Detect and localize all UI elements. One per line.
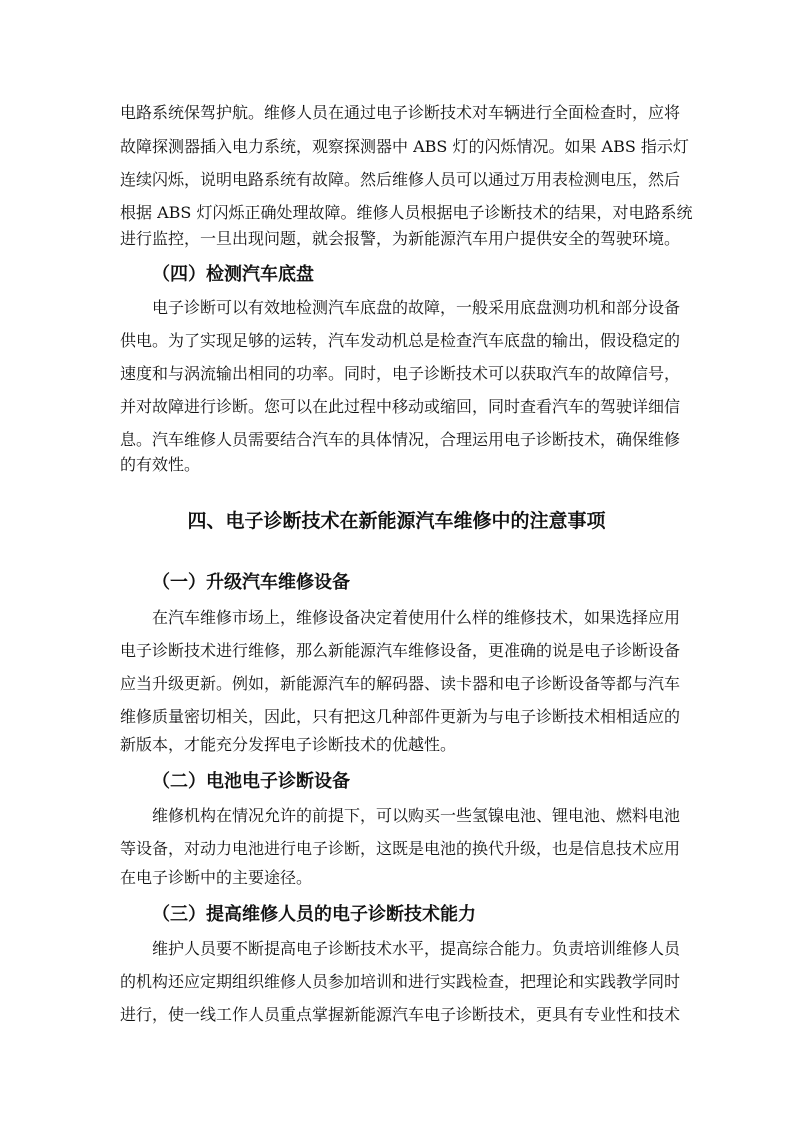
paragraph-line: 进行，使一线工作人员重点掌握新能源汽车电子诊断技术，更具有专业性和技术 [120,1005,681,1024]
paragraph-line: 的有效性。 [120,455,201,474]
paragraph-line: 电路系统保驾护航。维修人员在通过电子诊断技术对车辆进行全面检查时，应将 [120,103,681,122]
paragraph-line: 电子诊断技术进行维修，那么新能源汽车维修设备，更准确的说是电子诊断设备 [120,641,681,660]
paragraph-line: 维修质量密切相关，因此，只有把这几种部件更新为与电子诊断技术相相适应的 [120,707,681,726]
paragraph-line: 电子诊断可以有效地检测汽车底盘的故障，一般采用底盘测功机和部分设备 [152,298,681,317]
paragraph-line: 在汽车维修市场上，维修设备决定着使用什么样的维修技术，如果选择应用 [152,608,681,627]
chapter-heading: 四、电子诊断技术在新能源汽车维修中的注意事项 [187,510,606,532]
paragraph-line: 新版本，才能充分发挥电子诊断技术的优越性。 [120,735,457,754]
paragraph-line: 根据 ABS 灯闪烁正确处理故障。维修人员根据电子诊断技术的结果，对电路系统 [120,203,693,222]
section-heading-upgrade: （一）升级汽车维修设备 [152,572,350,593]
paragraph-line: 息。汽车维修人员需要结合汽车的具体情况，合理运用电子诊断技术，确保维修 [120,430,681,449]
section-heading-ability: （三）提高维修人员的电子诊断技术能力 [152,904,476,925]
paragraph-line: 的机构还应定期组织维修人员参加培训和进行实践检查，把理论和实践教学同时 [120,972,681,991]
paragraph-line: 进行监控，一旦出现问题，就会报警，为新能源汽车用户提供安全的驾驶环境。 [120,229,681,248]
paragraph-line: 维护人员要不断提高电子诊断技术水平，提高综合能力。负责培训维修人员 [152,939,681,958]
paragraph-line: 故障探测器插入电力系统，观察探测器中 ABS 灯的闪烁情况。如果 ABS 指示灯 [120,137,689,156]
paragraph-line: 并对故障进行诊断。您可以在此过程中移动或缩回，同时查看汽车的驾驶详细信 [120,397,681,416]
section-heading-battery: （二）电池电子诊断设备 [152,771,350,792]
paragraph-line: 在电子诊断中的主要途径。 [120,868,313,887]
paragraph-line: 连续闪烁，说明电路系统有故障。然后维修人员可以通过万用表检测电压，然后 [120,170,681,189]
paragraph-line: 维修机构在情况允许的前提下，可以购买一些氢镍电池、锂电池、燃料电池 [152,806,681,825]
paragraph-line: 等设备，对动力电池进行电子诊断，这既是电池的换代升级，也是信息技术应用 [120,839,681,858]
paragraph-line: 应当升级更新。例如，新能源汽车的解码器、读卡器和电子诊断设备等都与汽车 [120,674,681,693]
paragraph-line: 供电。为了实现足够的运转，汽车发动机总是检查汽车底盘的输出，假设稳定的 [120,331,681,350]
paragraph-line: 速度和与涡流输出相同的功率。同时，电子诊断技术可以获取汽车的故障信号， [120,364,681,383]
section-heading-chassis: （四）检测汽车底盘 [152,264,314,285]
